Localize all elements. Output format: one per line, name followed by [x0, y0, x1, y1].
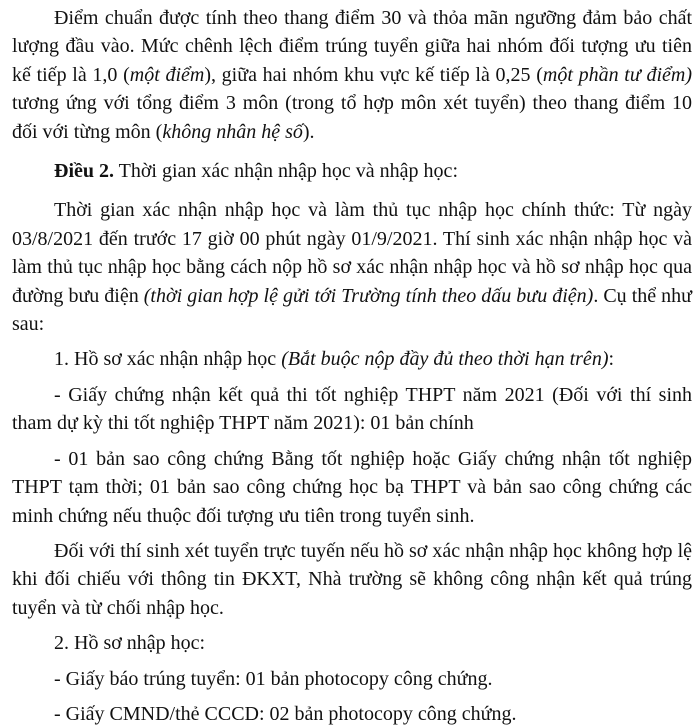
- italic-segment: một điểm: [129, 63, 205, 86]
- paragraph-enrollment-time: [12, 196, 692, 338]
- text-segment: - 01 bản sao công chứng Bằng tốt nghiệp hoặc Giấy chứng nhận tốt nghiệp THPT tạm thời; 01 bản sao công chứng học bạ THPT và bản sao công chứng các minh chứng nếu thuộc đối tượng ưu tiên trong tuyển sinh.: [12, 447, 692, 527]
- text-segment: . Cụ thể như sau:: [12, 284, 692, 336]
- list-item-certificate: [12, 381, 692, 438]
- text-segment: tương ứng với tổng điểm 3 môn (trong tổ hợp môn xét tuyển) theo thang điểm 10 đối với từng môn (: [12, 92, 692, 143]
- text-segment: Đối với thí sinh xét tuyển trực tuyến nếu hồ sơ xác nhận nhập học không hợp lệ khi đối chiếu với thông tin ĐKXT, Nhà trường sẽ không công nhận kết quả trúng tuyển và từ chối nhập học.: [12, 539, 692, 619]
- article-number: Điều 2.: [54, 160, 114, 183]
- italic-segment: không nhân hệ số: [162, 120, 303, 143]
- italic-segment: (Bắt buộc nộp đầy đủ theo thời hạn trên): [281, 348, 609, 371]
- text-segment: 2. Hồ sơ nhập học:: [54, 632, 206, 655]
- text-segment: - Giấy chứng nhận kết quả thi tốt nghiệp THPT năm 2021 (Đối với thí sinh tham dự kỳ thi tốt nghiệp THPT năm 2021): 01 bản chính: [12, 383, 692, 435]
- document-body: [12, 4, 692, 728]
- paragraph-online-applicants: [12, 537, 692, 622]
- italic-segment: (thời gian hợp lệ gửi tới Trường tính theo dấu bưu điện): [143, 284, 594, 307]
- article-2-heading: [12, 157, 692, 185]
- text-segment: ), giữa hai nhóm khu vực kế tiếp là 0,25 (: [204, 63, 543, 86]
- text-segment: Điểm chuẩn được tính theo thang điểm 30 và thỏa mãn ngưỡng đảm bảo chất lượng đầu vào. Mức chênh lệch điểm trúng tuyển giữa hai nhóm đối tượng ưu tiên kế tiếp là 1,0 (: [12, 7, 692, 86]
- paragraph-benchmark-score: [12, 4, 692, 146]
- text-segment: - Giấy báo trúng tuyển: 01 bản photocopy công chứng.: [54, 667, 493, 690]
- article-title: Thời gian xác nhận nhập học và nhập học:: [114, 160, 458, 183]
- list-item-copies: [12, 445, 692, 530]
- item-2-heading: [12, 629, 692, 657]
- italic-segment: một phần tư điểm): [542, 63, 692, 86]
- text-segment: 1. Hồ sơ xác nhận nhập học: [54, 348, 282, 371]
- list-item-id-card: [12, 700, 692, 728]
- text-segment: - Giấy CMND/thẻ CCCD: 02 bản photocopy công chứng.: [54, 702, 517, 725]
- text-segment: :: [608, 348, 615, 371]
- list-item-admission-letter: [12, 665, 692, 693]
- text-segment: Thời gian xác nhận nhập học và làm thủ tục nhập học chính thức: Từ ngày 03/8/2021 đến trước 17 giờ 00 phút ngày 01/9/2021. Thí sinh xác nhận nhập học và làm thủ tục nhập học bằng cách nộp hồ sơ xác nhận nhập học và hồ sơ nhập học qua đường bưu điện: [12, 199, 692, 307]
- text-segment: ).: [302, 120, 315, 143]
- item-1-heading: [12, 345, 692, 373]
